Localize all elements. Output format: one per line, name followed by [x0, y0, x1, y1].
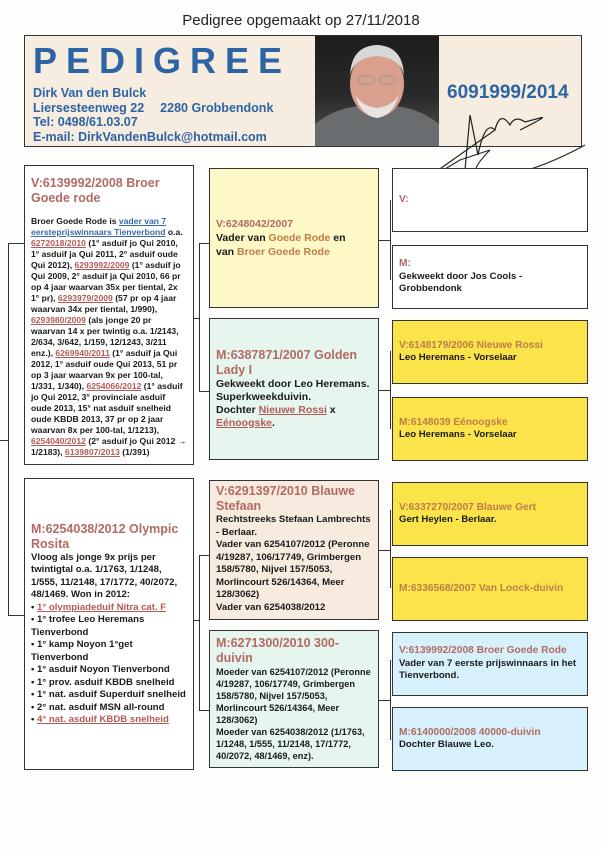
ggp-mm-mother-card: [392, 707, 588, 771]
achievement-item: [31, 639, 187, 664]
ggp-mf-father-card: [392, 482, 588, 546]
father-offspring-link[interactable]: 6293980/2009: [31, 315, 86, 325]
father-intro-link[interactable]: vader van 7 eersteprijswinnaars Tienverbond: [31, 216, 167, 237]
ggp-ff-mother-body: Gekweekt door Jos Cools - Grobbendonk: [399, 270, 523, 295]
fm-x: x: [326, 404, 336, 416]
achievement-text: 1° trofee Leo Heremans Tienverbond: [31, 614, 145, 638]
grandparent-ff-card: [209, 168, 379, 308]
mm-body1: Moeder van 6254107/2012 (Peronne 4/19287, 106/17749, Grimbergen 158/5780, Nijvel 157/5053, Morlincourt 526/14364, Meer 128/3062): [216, 667, 371, 725]
ggp-mm-father-body: Vader van 7 eerste prijswinnaars in het Tienverbond.: [399, 657, 577, 682]
ggp-fm-mother-title: M:6148039 Eénoogske: [399, 416, 508, 428]
father-offspring-result: (1° asduif jo Qui 2009, 2° asduif ja Qui 2010, 66 pr op 4 jaar waarvan 35x per tiental, 2x 1° pr),: [31, 260, 181, 303]
ff-broer-goede-rode: Broer Goede Rode: [237, 246, 330, 258]
father-card: [24, 165, 194, 465]
mf-body1: Rechtstreeks Stefaan Lambrechts - Berlaar.: [216, 514, 371, 538]
father-offspring-link[interactable]: 6293992/2009: [74, 260, 130, 270]
connector-line: [390, 351, 391, 429]
connector-line: [8, 243, 24, 244]
achievement-item: [31, 602, 187, 615]
ggp-ff-father-card: [392, 168, 588, 232]
connector-line: [199, 391, 209, 392]
ff-line1-text: Vader van: [216, 232, 269, 244]
connector-line: [199, 243, 200, 391]
ggp-mm-mother-title: M:6140000/2008 40000-duivin: [399, 726, 541, 738]
grandparent-mm-card: [209, 630, 379, 768]
ggp-fm-father-body: Leo Heremans - Vorselaar: [399, 352, 517, 363]
fm-link-nieuwe-rossi[interactable]: Nieuwe Rossi: [258, 404, 327, 416]
mf-body2: Vader van 6254107/2012 (Peronne 4/19287, 106/17749, Grimbergen 158/5780, Nijvel 157/5053, Morlincourt 526/14364, Meer 128/3062): [216, 539, 370, 600]
connector-line: [199, 555, 200, 710]
ggp-ff-mother-title: M:: [399, 258, 411, 270]
father-offspring-link[interactable]: 6254040/2012: [31, 436, 86, 446]
connector-line: [194, 318, 199, 319]
ggp-fm-father-title: V:6148179/2006 Nieuwe Rossi: [399, 339, 543, 351]
mf-body3: Vader van 6254038/2012: [216, 601, 326, 613]
ff-line1: [216, 231, 372, 245]
fm-line1: Gekweekt door Leo Heremans.: [216, 378, 370, 390]
grandparent-fm-card: [209, 318, 379, 460]
ggp-fm-father-card: [392, 320, 588, 384]
ff-title: V:6248042/2007: [216, 218, 294, 230]
achievement-item: [31, 714, 187, 727]
father-entries: [31, 238, 186, 457]
connector-line: [390, 510, 391, 588]
mm-body2: Moeder van 6254038/2012 (1/1763, 1/1248, 1/555, 11/2148, 17/1772, 40/2072, 48/1469, enz).: [216, 727, 365, 761]
achievement-item: [31, 677, 187, 690]
father-intro: Broer Goede Rode is: [31, 216, 119, 226]
ggp-mm-father-card: [392, 632, 588, 696]
connector-line: [378, 240, 390, 241]
ggp-mf-mother-title: M:6336568/2007 Van Loock-duivin: [399, 582, 564, 594]
fm-end: .: [272, 417, 275, 429]
mm-title: M:6271300/2010 300-duivin: [216, 636, 340, 665]
father-offspring-link[interactable]: 6139807/2013: [64, 447, 120, 457]
achievement-item: [31, 702, 187, 715]
page-title: Pedigree opgemaakt op 27/11/2018: [182, 12, 420, 29]
connector-line: [199, 243, 209, 244]
owner-street: Liersesteenweg 22: [33, 100, 145, 115]
achievement-text: 1° kamp Noyon 1°get Tienverbond: [31, 639, 133, 663]
owner-address: [33, 101, 273, 116]
ggp-ff-father-title: V:: [399, 193, 409, 205]
achievement-text: 1° asduif Noyon Tienverbond: [37, 664, 170, 675]
mf-title: V:6291397/2010 Blauwe Stefaan: [216, 484, 355, 513]
mother-intro: Vloog als jonge 9x prijs per twintigtal o.a. 1/1763, 1/1248, 1/555, 11/2148, 17/1772, 40/2072, 48/1469. Won in 2012:: [31, 551, 178, 600]
ff-line2-text: van: [216, 246, 238, 258]
ggp-mf-mother-card: [392, 557, 588, 621]
fm-link-eenoogske[interactable]: Eénoogske: [216, 417, 273, 429]
achievement-item: [31, 614, 187, 639]
father-offspring-result: (1° asduif jo Qui 2010, 1° asduif ja Qui 2011, 2° asduif oude Qui 2012),: [31, 238, 178, 270]
achievement-text: 1° prov. asduif KBDB snelheid: [37, 676, 175, 688]
father-title: V:6139992/2008 Broer Goede rode: [31, 176, 160, 205]
ff-line1-end: en: [330, 232, 346, 244]
father-offspring-result: (1/391): [119, 447, 150, 457]
owner-city: 2280 Grobbendonk: [160, 100, 274, 115]
father-offspring-result: (2° asduif jo Qui 2012 → 1/2183),: [31, 436, 187, 457]
connector-line: [8, 615, 24, 616]
father-description: [31, 216, 187, 458]
ggp-ff-mother-card: [392, 245, 588, 309]
achievement-item: [31, 689, 187, 702]
achievement-text: 1° nat. asduif Superduif snelheid: [37, 689, 186, 700]
father-offspring-result: (1° asduif jo Qui 2012, 3° provinciale asduif oude 2013, 15° nat asduif snelheid oude KBDB 2013, 37 pr op 2 jaar waarvan 8x per 100-tal, 1/1213),: [31, 381, 183, 435]
connector-line: [194, 620, 199, 621]
ggp-mm-father-title: V:6139992/2008 Broer Goede Rode: [399, 645, 567, 657]
owner-email[interactable]: E-mail: DirkVandenBulck@hotmail.com: [33, 129, 267, 144]
ring-number: 6091999/2014: [447, 82, 569, 103]
pedigree-logo: PEDIGREE: [33, 40, 292, 81]
father-intro-suffix: o.a.: [165, 227, 183, 237]
owner-tel: Tel: 0498/61.03.07: [33, 115, 138, 129]
connector-line: [378, 390, 390, 391]
father-offspring-link[interactable]: 6254066/2012: [86, 381, 142, 391]
connector-line: [378, 550, 390, 551]
fm-line3: [216, 404, 372, 430]
ggp-mf-father-title: V:6337270/2007 Blauwe Gert: [399, 501, 537, 513]
father-offspring-link[interactable]: 6272018/2010: [31, 238, 86, 248]
fm-dochter: Dochter: [216, 404, 259, 416]
ff-line2: [216, 245, 372, 259]
mother-title: M:6254038/2012 Olympic Rosita: [31, 521, 179, 551]
owner-contact: [33, 86, 273, 144]
ff-goede-rode: Goede Rode: [268, 232, 331, 244]
ggp-mf-father-body: Gert Heylen - Berlaar.: [399, 514, 497, 525]
achievement-text: 2° nat. asduif MSN all-round: [37, 701, 165, 713]
connector-line: [390, 660, 391, 740]
achievement-link[interactable]: 4° nat. asduif KBDB snelheid: [37, 714, 169, 725]
fm-title: M:6387871/2007 Golden Lady I: [216, 348, 358, 377]
ggp-fm-mother-body: Leo Heremans - Vorselaar: [399, 429, 517, 440]
owner-name: Dirk Van den Bulck: [33, 86, 147, 100]
ggp-mm-mother-body: Dochter Blauwe Leo.: [399, 739, 494, 750]
fm-line2: Superkweekduivin.: [216, 391, 312, 403]
connector-line: [390, 200, 391, 280]
father-offspring-result: (als jonge 20 pr waarvan 14 x per twintig o.a. 1/2143, 2/634, 3/642, 1/159, 12/1243, 3/211 enz.),: [31, 315, 179, 358]
achievement-item: [31, 664, 187, 677]
father-offspring-link[interactable]: 6269940/2011: [55, 348, 110, 358]
connector-line: [199, 555, 209, 556]
grandparent-mf-card: [209, 480, 379, 620]
mother-card: [24, 478, 194, 770]
mother-achievements: [31, 602, 187, 727]
connector-line: [8, 243, 9, 615]
connector-line: [199, 710, 209, 711]
ggp-fm-mother-card: [392, 397, 588, 461]
father-offspring-result: (1° asduif ja Qui 2012, 1° asduif oude Qui 2013, 51 pr op 3 jaar waarvan 9x per 100-tal, 1/331, 1/340),: [31, 348, 178, 391]
achievement-link[interactable]: 1° olympiadeduif Nitra cat. F: [37, 601, 167, 613]
connector-line: [378, 700, 390, 701]
connector-line: [0, 440, 8, 441]
father-offspring-link[interactable]: 6293979/2009: [57, 293, 113, 303]
father-offspring-result: (57 pr op 4 jaar waarvan 34x per tiental, 1/990),: [31, 293, 177, 314]
